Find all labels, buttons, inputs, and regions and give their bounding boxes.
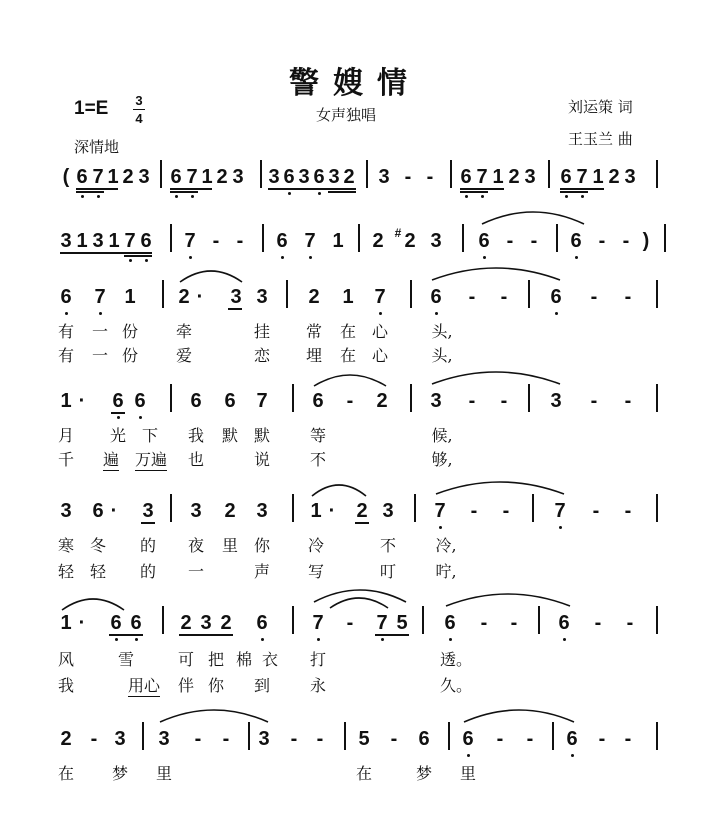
- note: 6: [566, 728, 578, 750]
- note: 2: [60, 728, 72, 750]
- bar-line: [656, 384, 658, 412]
- lyric: 永: [309, 676, 327, 695]
- note: 2: [180, 612, 192, 634]
- lyric: 不: [309, 450, 327, 469]
- note: 7: [304, 230, 316, 252]
- dash: -: [90, 728, 98, 750]
- dot: ·: [78, 390, 86, 412]
- note: 1: [332, 230, 344, 252]
- note: 6: [462, 728, 474, 750]
- lyric: 到: [253, 676, 271, 695]
- dot: ·: [328, 500, 336, 522]
- note: 3: [258, 728, 270, 750]
- note: 6: [60, 286, 72, 308]
- lyric: 的: [139, 536, 157, 555]
- lyric: 梦: [415, 764, 433, 783]
- dash: -: [592, 500, 600, 522]
- lyric: 常: [305, 322, 323, 341]
- note: 2: [404, 230, 416, 252]
- lyric: 下: [141, 426, 159, 445]
- lyric: 声: [253, 562, 271, 581]
- lyric: 恋: [253, 346, 271, 365]
- bar-line: [262, 224, 264, 252]
- note: 3: [230, 286, 242, 308]
- bar-line: [414, 494, 416, 522]
- note: 7: [554, 500, 566, 522]
- dash: -: [390, 728, 398, 750]
- note: 7: [184, 230, 196, 252]
- lyric: 万: [134, 450, 152, 469]
- bar-line: [162, 606, 164, 634]
- dash: -: [598, 728, 606, 750]
- close-paren: ): [642, 230, 650, 252]
- lyric: 用: [127, 676, 145, 695]
- lyric: 埋: [305, 346, 323, 365]
- dash: -: [316, 728, 324, 750]
- note: 7: [186, 166, 198, 188]
- lyric: 你: [253, 536, 271, 555]
- bar-line: [548, 160, 550, 188]
- lyric: 有: [57, 322, 75, 341]
- note: 2: [178, 286, 190, 308]
- tie-arc: [428, 366, 564, 386]
- lyric: 月: [57, 426, 75, 445]
- tie-arc: [156, 704, 272, 724]
- note: 1: [108, 230, 120, 252]
- dash: -: [624, 728, 632, 750]
- lyric: 心: [143, 676, 161, 695]
- lyric: 等: [309, 426, 327, 445]
- dash: -: [594, 612, 602, 634]
- note: 3: [60, 500, 72, 522]
- bar-line: [292, 494, 294, 522]
- bar-line: [538, 606, 540, 634]
- lyric: 一: [91, 322, 109, 341]
- dot: ·: [196, 286, 204, 308]
- note: 7: [256, 390, 268, 412]
- note: 3: [142, 500, 154, 522]
- bar-line: [260, 160, 262, 188]
- note: 6: [312, 390, 324, 412]
- tie-arc: [442, 588, 574, 608]
- note: 3: [382, 500, 394, 522]
- dash: -: [506, 230, 514, 252]
- note: 7: [124, 230, 136, 252]
- bar-line: [422, 606, 424, 634]
- note: 2: [216, 166, 228, 188]
- lyric: 的: [139, 562, 157, 581]
- note: 3: [268, 166, 280, 188]
- dot: ·: [110, 500, 118, 522]
- open-paren: (: [62, 166, 70, 188]
- song-title: 警嫂情: [289, 66, 421, 101]
- lyric: 里: [459, 764, 477, 783]
- lyric: 久。: [439, 676, 473, 695]
- lyric: 可: [177, 650, 195, 669]
- lyric: 一: [187, 562, 205, 581]
- dash: -: [624, 500, 632, 522]
- dot: ·: [78, 612, 86, 634]
- note: 3: [624, 166, 636, 188]
- note: 5: [396, 612, 408, 634]
- dash: -: [346, 390, 354, 412]
- lyric: 冷: [307, 536, 325, 555]
- bar-line: [656, 280, 658, 308]
- lyric: 够,: [431, 450, 453, 469]
- bar-line: [656, 606, 658, 634]
- bar-line: [656, 494, 658, 522]
- tempo-marking: 深情地: [74, 138, 120, 156]
- lyric: 一: [91, 346, 109, 365]
- dash: -: [526, 728, 534, 750]
- dash: -: [590, 286, 598, 308]
- lyric: 有: [57, 346, 75, 365]
- lyric: 心: [371, 322, 389, 341]
- note: 3: [256, 500, 268, 522]
- lyric: 里: [221, 536, 239, 555]
- note: 6: [283, 166, 295, 188]
- lyric: 挂: [253, 322, 271, 341]
- note: 3: [190, 500, 202, 522]
- note: 6: [92, 500, 104, 522]
- performance-type: 女声独唱: [316, 106, 377, 124]
- lyric: 你: [207, 676, 225, 695]
- bar-line: [292, 606, 294, 634]
- lyric: 遍: [150, 450, 168, 469]
- note: 2: [372, 230, 384, 252]
- lyric: 头,: [431, 322, 453, 341]
- note: 7: [312, 612, 324, 634]
- note: 7: [476, 166, 488, 188]
- note: 6: [140, 230, 152, 252]
- dash: -: [530, 230, 538, 252]
- note: 7: [434, 500, 446, 522]
- note: 6: [550, 286, 562, 308]
- note: 6: [190, 390, 202, 412]
- note: 3: [60, 230, 72, 252]
- time-numerator: 3: [135, 93, 143, 108]
- dash: -: [404, 166, 412, 188]
- note: 6: [570, 230, 582, 252]
- bar-line: [248, 722, 250, 750]
- lyric: 不: [379, 536, 397, 555]
- dash: -: [212, 230, 220, 252]
- bar-line: [462, 224, 464, 252]
- note: 2: [376, 390, 388, 412]
- key-signature: 1=E: [74, 98, 109, 119]
- tie-arc: [176, 264, 246, 284]
- note: 6: [558, 612, 570, 634]
- note: 1: [60, 390, 72, 412]
- note: 7: [576, 166, 588, 188]
- lyric: 打: [309, 650, 327, 669]
- note: 1: [124, 286, 136, 308]
- dash: -: [194, 728, 202, 750]
- dash: -: [290, 728, 298, 750]
- bar-line: [532, 494, 534, 522]
- dash: -: [626, 612, 634, 634]
- lyric: 在: [339, 322, 357, 341]
- bar-line: [528, 384, 530, 412]
- note: 6: [256, 612, 268, 634]
- tie-arc: [432, 476, 568, 496]
- note: 6: [418, 728, 430, 750]
- bar-line: [448, 722, 450, 750]
- note: 3: [256, 286, 268, 308]
- note: 3: [138, 166, 150, 188]
- lyric: 心: [371, 346, 389, 365]
- note: 3: [378, 166, 390, 188]
- lyric: 在: [57, 764, 75, 783]
- tie-arc: [58, 592, 128, 612]
- dash: -: [590, 390, 598, 412]
- note: 3: [158, 728, 170, 750]
- note: 2: [608, 166, 620, 188]
- note: 6: [444, 612, 456, 634]
- bar-line: [366, 160, 368, 188]
- note: 2: [308, 286, 320, 308]
- note: 2: [508, 166, 520, 188]
- lyric: 轻: [57, 562, 75, 581]
- note: 3: [524, 166, 536, 188]
- bar-line: [170, 494, 172, 522]
- note: 6: [110, 612, 122, 634]
- tie-arc: [460, 704, 578, 724]
- note: 3: [298, 166, 310, 188]
- dash: -: [622, 230, 630, 252]
- composer-credit: 王玉兰 曲: [568, 130, 633, 148]
- bar-line: [656, 722, 658, 750]
- note: 3: [114, 728, 126, 750]
- note: 1: [492, 166, 504, 188]
- note: 2: [122, 166, 134, 188]
- lyric: 冷,: [435, 536, 457, 555]
- tie-arc: [308, 478, 370, 498]
- lyricist-credit: 刘运策 词: [568, 98, 633, 116]
- tie-arc: [310, 368, 390, 388]
- note: 1: [201, 166, 213, 188]
- dash: -: [598, 230, 606, 252]
- note: 6: [560, 166, 572, 188]
- bar-line: [292, 384, 294, 412]
- lyric: 头,: [431, 346, 453, 365]
- lyric: 咛,: [435, 562, 457, 581]
- note: 6: [478, 230, 490, 252]
- note: 1: [107, 166, 119, 188]
- note: 1: [342, 286, 354, 308]
- note: 7: [376, 612, 388, 634]
- note: 3: [92, 230, 104, 252]
- bar-line: [142, 722, 144, 750]
- bar-line: [410, 280, 412, 308]
- bar-line: [656, 160, 658, 188]
- bar-line: [170, 224, 172, 252]
- note: 5: [358, 728, 370, 750]
- lyric: 梦: [111, 764, 129, 783]
- lyric: 风: [57, 650, 75, 669]
- note: 1: [310, 500, 322, 522]
- sharp-sign: #: [394, 226, 402, 240]
- note: 2: [343, 166, 355, 188]
- dash: -: [624, 390, 632, 412]
- lyric: 也: [187, 450, 205, 469]
- bar-line: [410, 384, 412, 412]
- bar-line: [162, 280, 164, 308]
- note: 6: [76, 166, 88, 188]
- note: 3: [550, 390, 562, 412]
- lyric: 棉: [235, 650, 253, 669]
- note: 3: [430, 230, 442, 252]
- lyric: 默: [253, 426, 271, 445]
- lyric: 冬: [89, 536, 107, 555]
- note: 1: [76, 230, 88, 252]
- note: 6: [460, 166, 472, 188]
- bar-line: [286, 280, 288, 308]
- bar-line: [450, 160, 452, 188]
- slur-arc: [326, 592, 392, 610]
- lyric: 我: [57, 676, 75, 695]
- note: 3: [430, 390, 442, 412]
- note: 6: [130, 612, 142, 634]
- lyric: 夜: [187, 536, 205, 555]
- lyric: 光: [109, 426, 127, 445]
- note: 6: [313, 166, 325, 188]
- tie-arc: [428, 262, 564, 282]
- lyric: 默: [221, 426, 239, 445]
- dash: -: [624, 286, 632, 308]
- note: 6: [170, 166, 182, 188]
- note: 7: [92, 166, 104, 188]
- note: 6: [134, 390, 146, 412]
- bar-line: [552, 722, 554, 750]
- note: 3: [200, 612, 212, 634]
- dash: -: [468, 390, 476, 412]
- dash: -: [480, 612, 488, 634]
- lyric: 轻: [89, 562, 107, 581]
- lyric: 说: [253, 450, 271, 469]
- note: 6: [112, 390, 124, 412]
- lyric: 份: [121, 322, 139, 341]
- lyric: 把: [207, 650, 225, 669]
- lyric: 遍: [102, 450, 120, 469]
- lyric: 千: [57, 450, 75, 469]
- dash: -: [222, 728, 230, 750]
- lyric: 叮: [379, 562, 397, 581]
- lyric: 牵: [175, 322, 193, 341]
- lyric: 寒: [57, 536, 75, 555]
- lyric: 爱: [175, 346, 193, 365]
- lyric: 里: [155, 764, 173, 783]
- lyric: 衣: [261, 650, 279, 669]
- dash: -: [496, 728, 504, 750]
- note: 6: [276, 230, 288, 252]
- time-signature: [132, 92, 146, 127]
- bar-line: [556, 224, 558, 252]
- dash: -: [468, 286, 476, 308]
- bar-line: [160, 160, 162, 188]
- dash: -: [236, 230, 244, 252]
- bar-line: [528, 280, 530, 308]
- lyric: 在: [339, 346, 357, 365]
- dash: -: [426, 166, 434, 188]
- dash: -: [500, 286, 508, 308]
- note: 7: [374, 286, 386, 308]
- bar-line: [170, 384, 172, 412]
- lyric: 雪: [117, 650, 135, 669]
- note: 2: [220, 612, 232, 634]
- lyric: 候,: [431, 426, 453, 445]
- lyric: 伴: [177, 676, 195, 695]
- note: 3: [328, 166, 340, 188]
- dash: -: [500, 390, 508, 412]
- lyric: 在: [355, 764, 373, 783]
- tie-arc: [478, 206, 588, 226]
- lyric: 我: [187, 426, 205, 445]
- note: 3: [232, 166, 244, 188]
- lyric: 透。: [439, 650, 473, 669]
- dash: -: [470, 500, 478, 522]
- bar-line: [344, 722, 346, 750]
- note: 6: [430, 286, 442, 308]
- note: 2: [356, 500, 368, 522]
- lyric: 写: [307, 562, 325, 581]
- lyric: 份: [121, 346, 139, 365]
- dash: -: [510, 612, 518, 634]
- dash: -: [502, 500, 510, 522]
- note: 2: [224, 500, 236, 522]
- note: 1: [592, 166, 604, 188]
- time-denominator: 4: [135, 111, 143, 126]
- note: 1: [60, 612, 72, 634]
- dash: -: [346, 612, 354, 634]
- note: 6: [224, 390, 236, 412]
- note: 7: [94, 286, 106, 308]
- bar-line: [664, 224, 666, 252]
- bar-line: [358, 224, 360, 252]
